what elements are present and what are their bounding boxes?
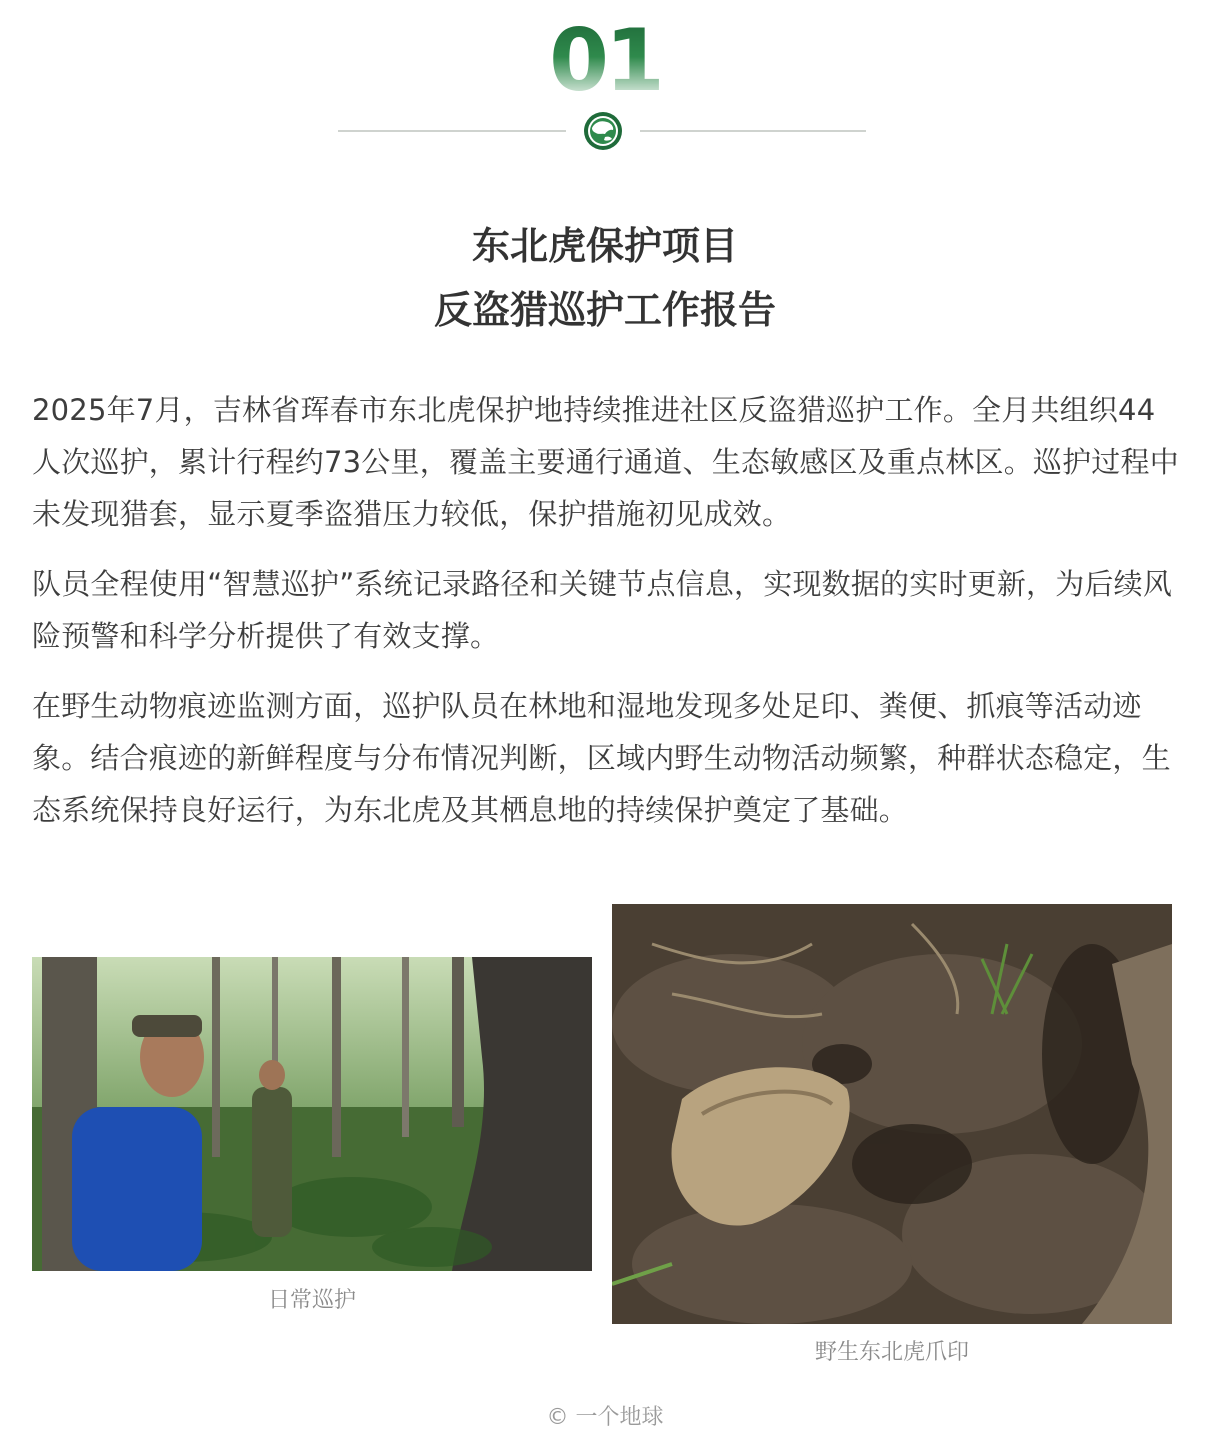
report-title: [0, 214, 1210, 342]
title-line-2: 反盗猎巡护工作报告: [433, 288, 776, 332]
section-number: 01: [0, 18, 1210, 104]
photo-caption-pawprint: 野生东北虎爪印: [814, 1340, 969, 1365]
paragraph-summary: 2025年7月，吉林省珲春市东北虎保护地持续推进社区反盗猎巡护工作。全月共组织44人次巡护，累计行程约73公里，覆盖主要通行通道、生态敏感区及重点林区。巡护过程中未发现猎套，显示夏季盗猎压力较低，保护措施初见成效。: [32, 393, 1179, 531]
divider-line-left: [338, 130, 566, 132]
globe-logo-icon: [583, 111, 623, 151]
title-line-1: 东北虎保护项目: [471, 224, 738, 268]
paragraph-smart-patrol: 队员全程使用“智慧巡护”系统记录路径和关键节点信息，实现数据的实时更新，为后续风险预警和科学分析提供了有效支撑。: [32, 567, 1173, 653]
photo-daily-patrol: [32, 957, 592, 1271]
copyright-footer: © 一个地球: [546, 1405, 664, 1430]
paragraph-wildlife-monitoring: 在野生动物痕迹监测方面，巡护队员在林地和湿地发现多处足印、粪便、抓痕等活动迹象。结合痕迹的新鲜程度与分布情况判断，区域内野生动物活动频繁，种群状态稳定，生态系统保持良好运行，为东北虎及其栖息地的持续保护奠定了基础。: [32, 689, 1171, 827]
photo-caption-daily-patrol: 日常巡护: [267, 1288, 356, 1313]
photo-tiger-pawprint: [612, 904, 1172, 1324]
divider-line-right: [640, 130, 866, 132]
section-header: [0, 0, 1210, 170]
